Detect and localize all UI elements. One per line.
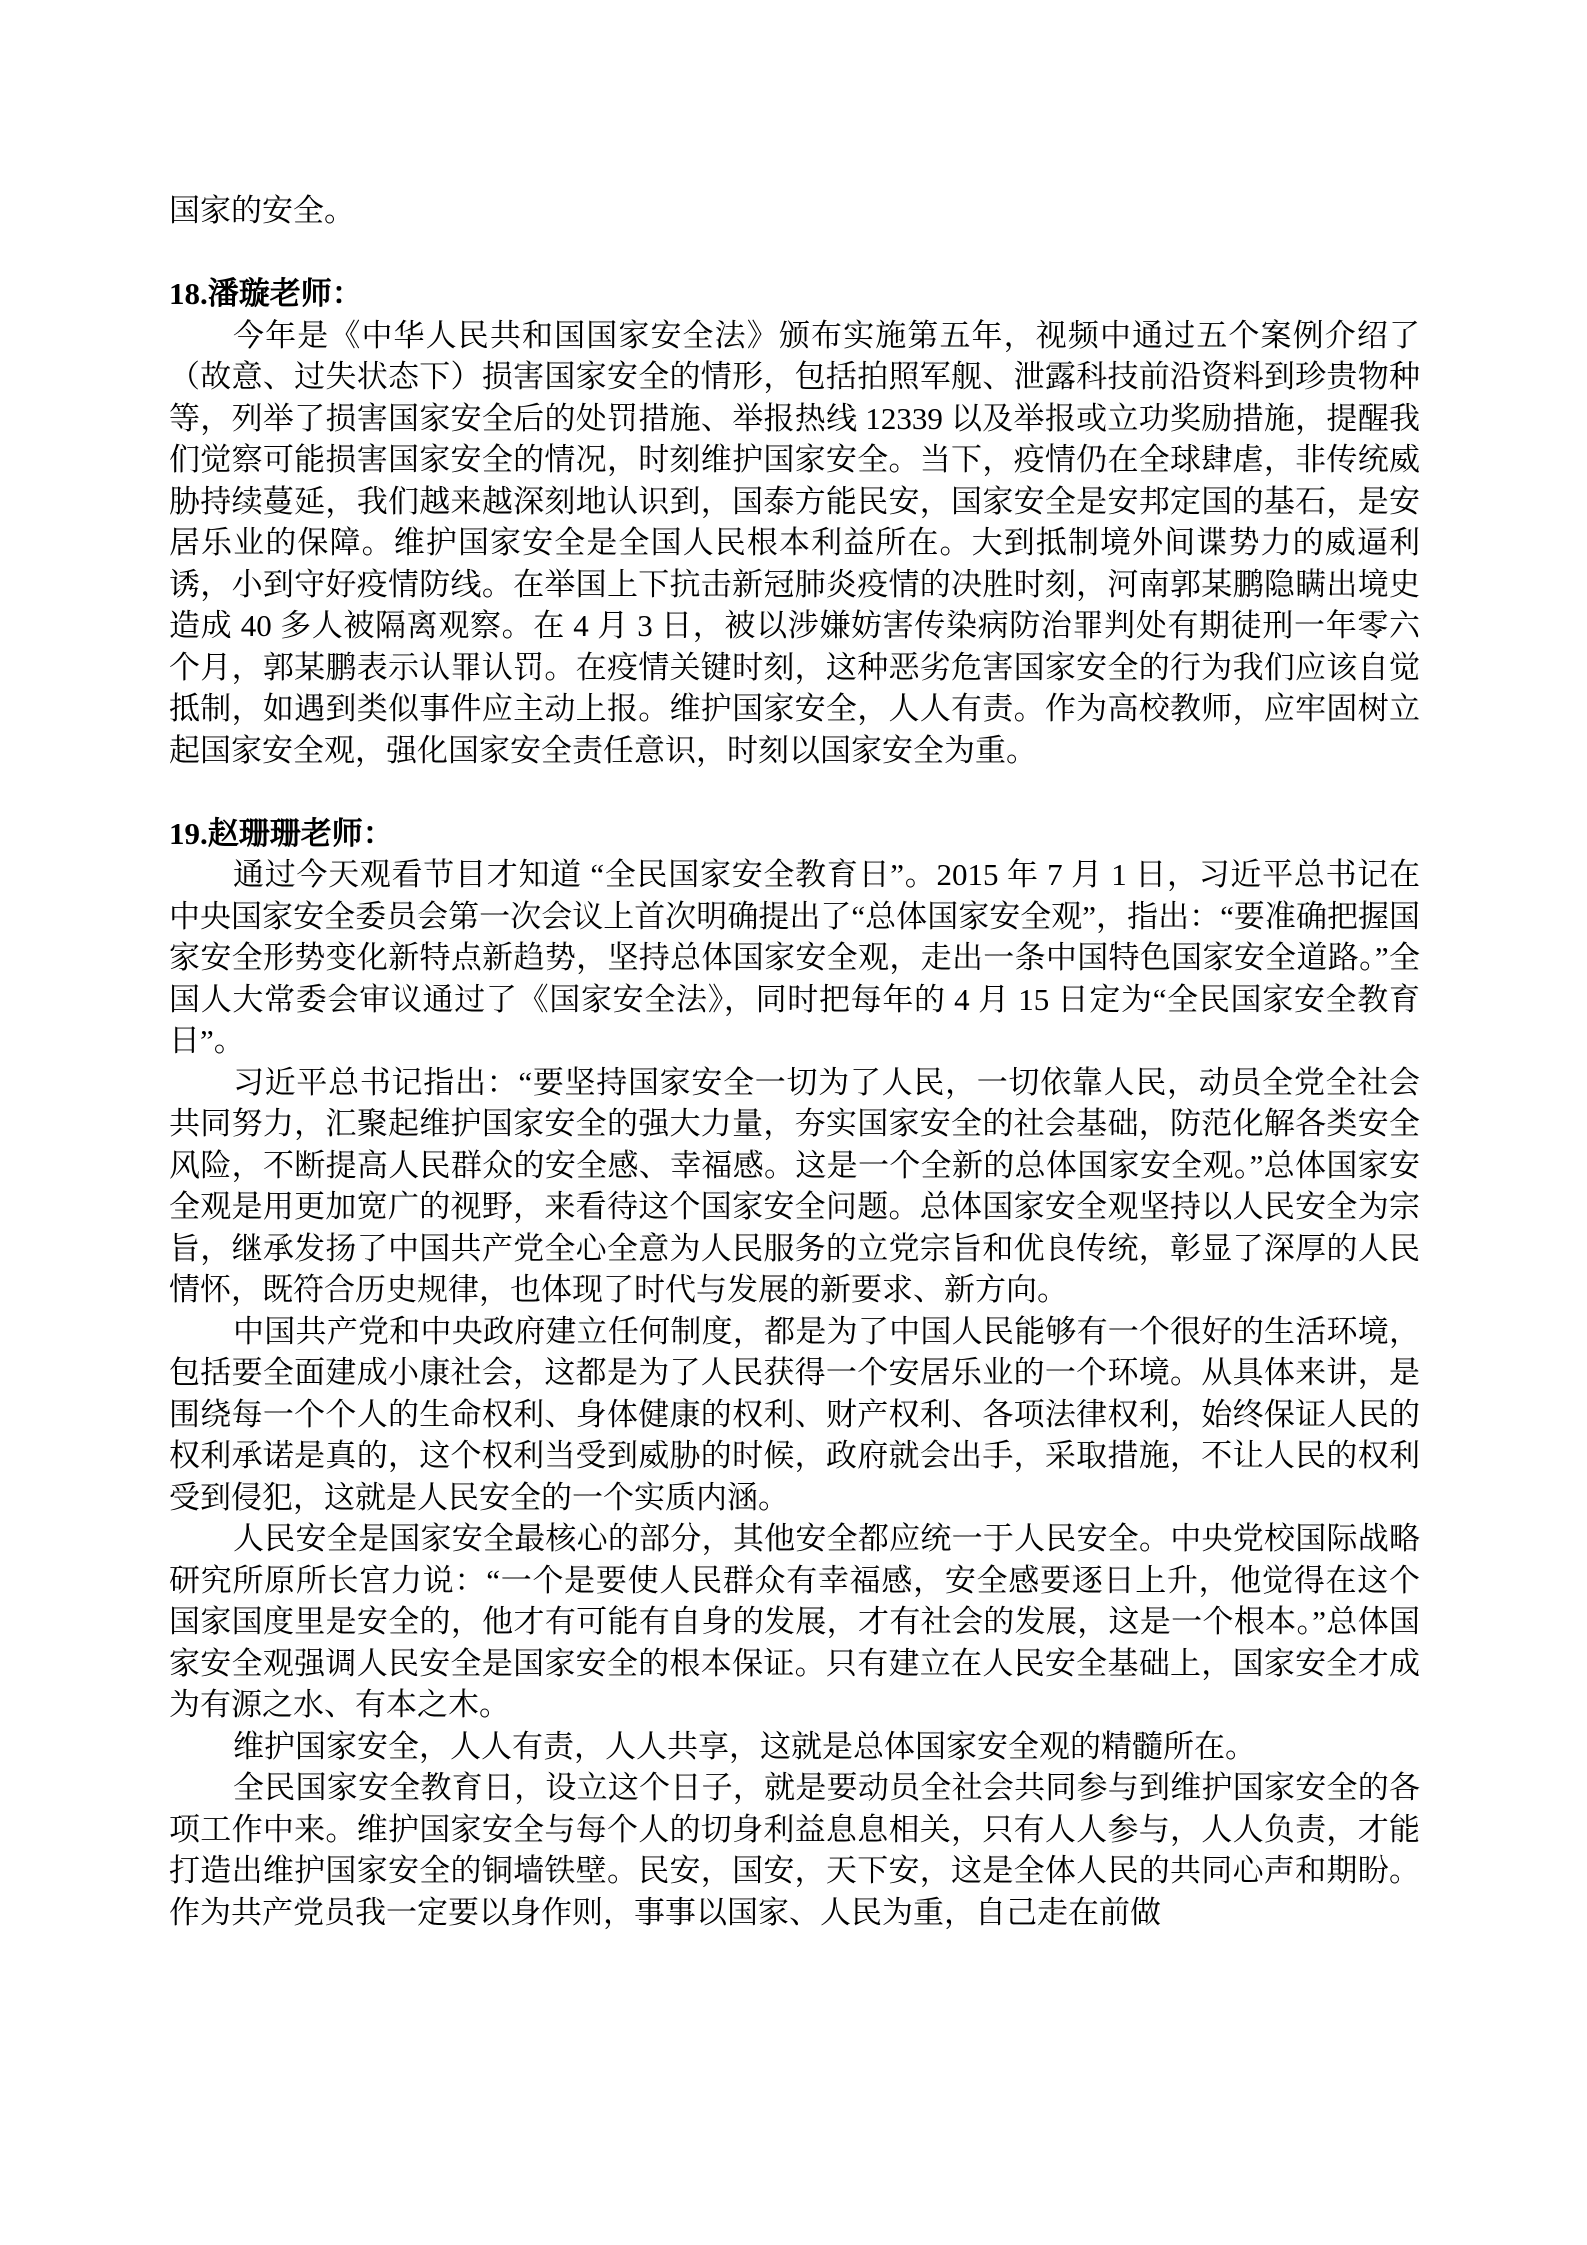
section-19-paragraph-3: 中国共产党和中央政府建立任何制度，都是为了中国人民能够有一个很好的生活环境，包括要全面建成小康社会，这都是为了人民获得一个安居乐业的一个环境。从具体来讲，是围绕每一个个人的生命权利、身体健康的权利、财产权利、各项法律权利，始终保证人民的权利承诺是真的，这个权利当受到威胁的时候，政府就会出手，采取措施，不让人民的权利受到侵犯，这就是人民安全的一个实质内涵。 (169, 1313, 1420, 1515)
section-19-paragraph-2: 习近平总书记指出：“要坚持国家安全一切为了人民，一切依靠人民，动员全党全社会共同努力，汇聚起维护国家安全的强大力量，夯实国家安全的社会基础，防范化解各类安全风险，不断提高人民群众的安全感、幸福感。这是一个全新的总体国家安全观。”总体国家安全观是用更加宽广的视野，来看待这个国家安全问题。总体国家安全观坚持以人民安全为宗旨，继承发扬了中国共产党全心全意为人民服务的立党宗旨和优良传统，彰显了深厚的人民情怀，既符合历史规律，也体现了时代与发展的新要求、新方向。 (169, 1064, 1420, 1307)
continuation-paragraph: 国家的安全。 (169, 193, 355, 228)
section-19-paragraph-5: 维护国家安全，人人有责，人人共享，这就是总体国家安全观的精髓所在。 (233, 1728, 1256, 1764)
section-19-paragraph-4: 人民安全是国家安全最核心的部分，其他安全都应统一于人民安全。中央党校国际战略研究所原所长宫力说：“一个是要使人民群众有幸福感，安全感要逐日上升，他觉得在这个国家国度里是安全的，他才有可能有自身的发展，才有社会的发展，这是一个根本。”总体国家安全观强调人民安全是国家安全的根本保证。只有建立在人民安全基础上，国家安全才成为有源之水、有本之木。 (169, 1521, 1420, 1722)
section-19-paragraph-6: 全民国家安全教育日，设立这个日子，就是要动员全社会共同参与到维护国家安全的各项工作中来。维护国家安全与每个人的切身利益息息相关，只有人人参与，人人负责，才能打造出维护国家安全的铜墙铁壁。民安，国安，天下安，这是全体人民的共同心声和期盼。作为共产党员我一定要以身作则，事事以国家、人民为重，自己走在前做 (169, 1770, 1420, 1930)
section-18-paragraph: 今年是《中华人民共和国国家安全法》颁布实施第五年，视频中通过五个案例介绍了（故意、过失状态下）损害国家安全的情形，包括拍照军舰、泄露科技前沿资料到珍贵物种等，列举了损害国家安全后的处罚措施、举报热线 12339 以及举报或立功奖励措施，提醒我们觉察可能损害国家安全的情况，时刻维护国家安全。当下，疫情仍在全球肆虐，非传统威胁持续蔓延，我们越来越深刻地认识到，国泰方能民安，国家安全是安邦定国的基石，是安居乐业的保障。维护国家安全是全国人民根本利益所在。大到抵制境外间谍势力的威逼利诱，小到守好疫情防线。在举国上下抗击新冠肺炎疫情的决胜时刻，河南郭某鹏隐瞒出境史造成 40 多人被隔离观察。在 4 月 3 日，被以涉嫌妨害传染病防治罪判处有期徒刑一年零六个月，郭某鹏表示认罪认罚。在疫情关键时刻，这种恶劣危害国家安全的行为我们应该自觉抵制，如遇到类似事件应主动上报。维护国家安全，人人有责。作为高校教师，应牢固树立起国家安全观，强化国家安全责任意识，时刻以国家安全为重。 (169, 317, 1420, 768)
section-18 (169, 273, 1420, 771)
section-19-heading: 19.赵珊珊老师： (169, 815, 394, 851)
section-18-heading: 18.潘璇老师： (169, 276, 363, 311)
section-19 (169, 813, 1420, 1934)
section-19-paragraph-1: 通过今天观看节目才知道 “全民国家安全教育日”。2015 年 7 月 1 日，习近平总书记在中央国家安全委员会第一次会议上首次明确提出了“总体国家安全观”，指出：“要准确把握国家安全形势变化新特点新趋势，坚持总体国家安全观，走出一条中国特色国家安全道路。”全国人大常委会审议通过了《国家安全法》，同时把每年的 4 月 15 日定为“全民国家安全教育日”。 (169, 857, 1420, 1058)
